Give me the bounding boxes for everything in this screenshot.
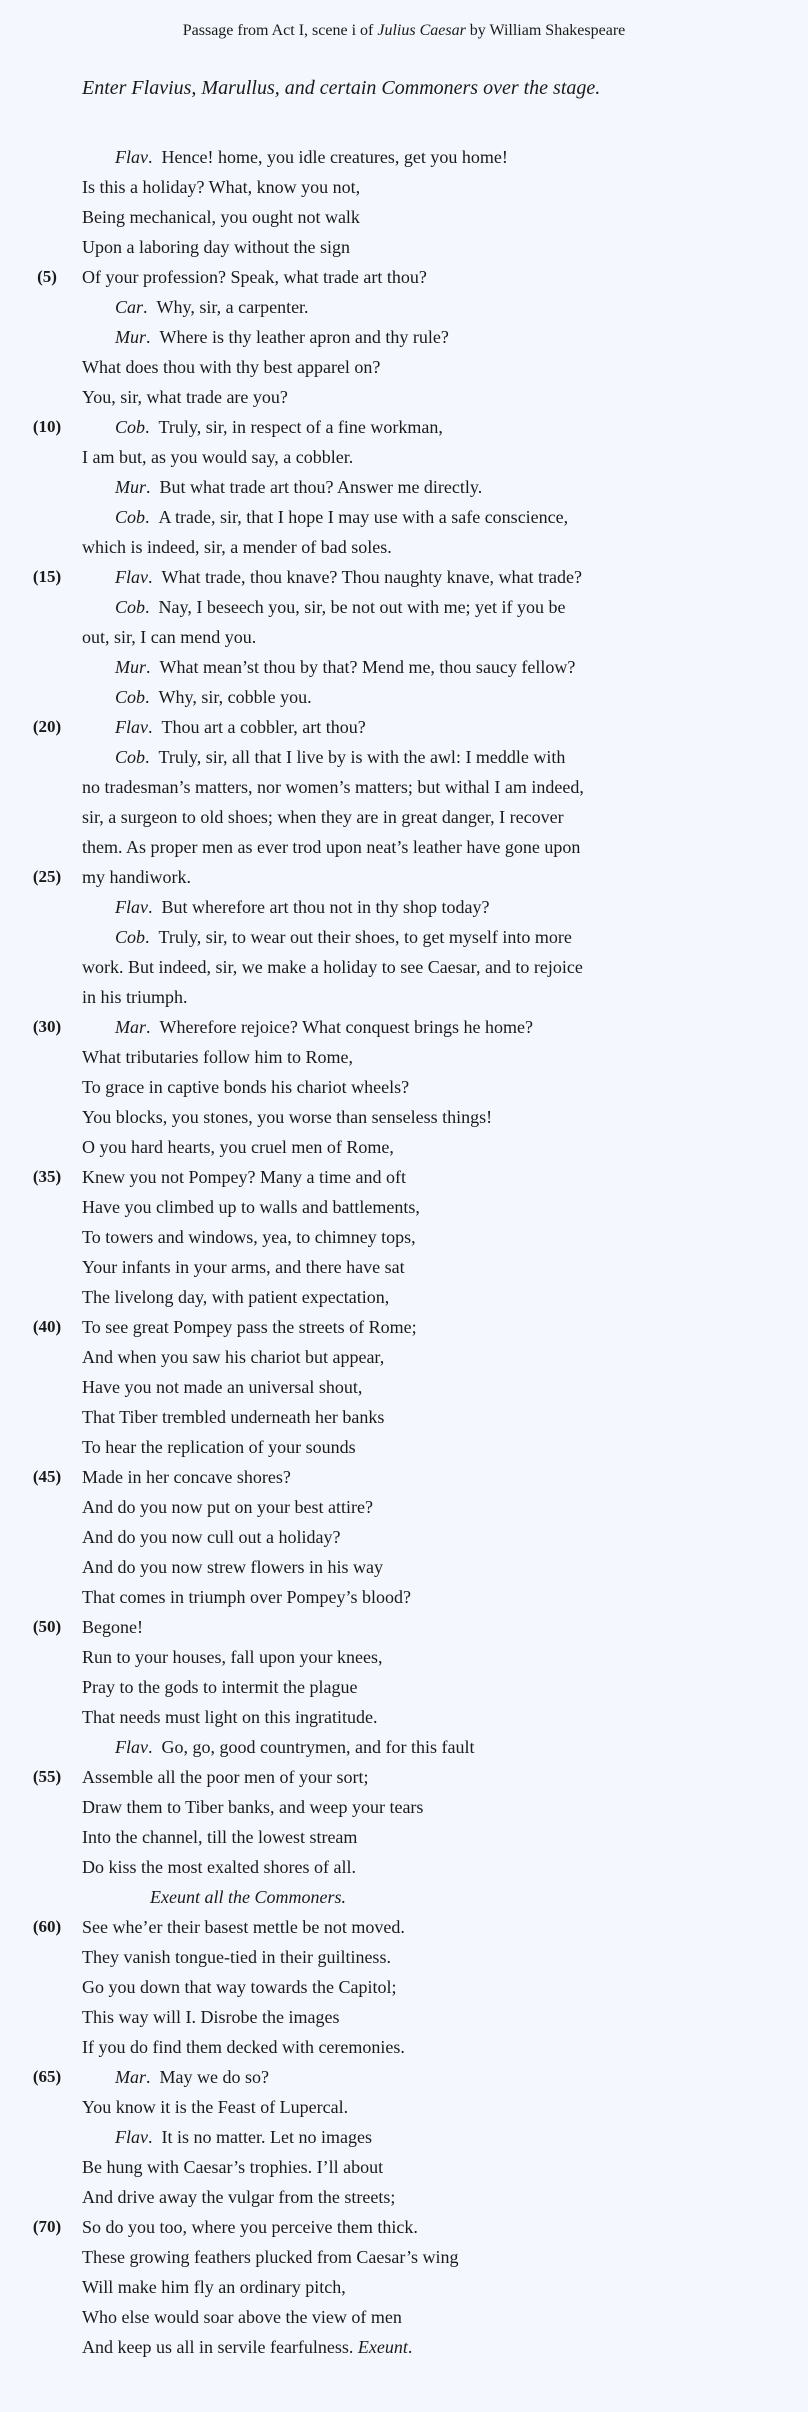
verse-line: [0, 622, 808, 652]
line-text: [82, 532, 392, 562]
line-number: (60): [32, 1917, 62, 1936]
speech-line: [0, 592, 808, 622]
verse-line: [0, 1432, 808, 1462]
line-text: [82, 1072, 409, 1102]
speech-line: [0, 472, 808, 502]
opening-stage-direction: Enter Flavius, Marullus, and certain Commoners over the stage.: [82, 77, 601, 99]
speaker-name: Cob: [115, 417, 146, 437]
line-body: To hear the replication of your sounds: [82, 1437, 356, 1457]
line-text: [82, 622, 256, 652]
speech-line: [0, 2122, 808, 2152]
verse-line: [0, 1102, 808, 1132]
verse-line: [0, 1912, 808, 1942]
line-text: [82, 1972, 396, 2002]
line-body: That needs must light on this ingratitude.: [82, 1707, 378, 1727]
verse-line: [0, 2092, 808, 2122]
line-text: [82, 1132, 394, 1162]
verse-line: [0, 1402, 808, 1432]
verse-line: [0, 1942, 808, 1972]
speaker-name: Cob: [115, 747, 146, 767]
line-body: Why, sir, cobble you.: [158, 687, 312, 707]
line-body: What trade, thou knave? Thou naughty knave, what trade?: [161, 567, 583, 587]
line-body: Why, sir, a carpenter.: [156, 297, 309, 317]
line-body: May we do so?: [159, 2067, 269, 2087]
line-body: Wherefore rejoice? What conquest brings he home?: [159, 1017, 533, 1037]
line-body: in his triumph.: [82, 987, 188, 1007]
exit-direction: Exeunt: [357, 2337, 408, 2357]
verse-line: [0, 982, 808, 1012]
line-text: Cob. A trade, sir, that I hope I may use with a safe conscience,: [115, 507, 569, 527]
speech-line: [0, 1012, 808, 1042]
verse-line: [0, 382, 808, 412]
line-text: Car. Why, sir, a carpenter.: [115, 297, 309, 317]
line-text: Flav. Thou art a cobbler, art thou?: [115, 717, 366, 737]
verse-line: [0, 1702, 808, 1732]
line-text: Flav. But wherefore art thou not in thy shop today?: [115, 897, 490, 917]
line-body: If you do find them decked with ceremonies.: [82, 2037, 405, 2057]
speaker-name: Cob: [115, 597, 146, 617]
line-body: The livelong day, with patient expectation,: [82, 1287, 390, 1307]
line-body: They vanish tongue-tied in their guiltiness.: [82, 1947, 391, 1967]
line-text: [82, 1342, 384, 1372]
line-text: [82, 1492, 373, 1522]
line-number: (55): [32, 1767, 62, 1786]
line-text: [82, 2002, 339, 2032]
line-body: no tradesman’s matters, nor women’s matters; but withal I am indeed,: [82, 777, 584, 797]
verse-line: [0, 1042, 808, 1072]
line-text: Mur. Where is thy leather apron and thy rule?: [115, 327, 449, 347]
speaker-name: Mur: [115, 327, 146, 347]
line-text: Flav. What trade, thou knave? Thou naughty knave, what trade?: [115, 567, 583, 587]
line-body: Of your profession? Speak, what trade art thou?: [82, 267, 427, 287]
line-text: [82, 232, 350, 262]
verse-line: [0, 1552, 808, 1582]
line-text: [82, 1462, 291, 1492]
line-text: Flav. It is no matter. Let no images: [115, 2127, 372, 2147]
verse-line: [0, 202, 808, 232]
verse-line: [0, 1372, 808, 1402]
speaker-name: Mar: [115, 2067, 146, 2087]
speaker-name: Cob: [115, 927, 146, 947]
line-body: You blocks, you stones, you worse than senseless things!: [82, 1107, 493, 1127]
line-text: [82, 1282, 389, 1312]
line-text: [82, 772, 584, 802]
line-text: [82, 1642, 382, 1672]
speech-line: [0, 682, 808, 712]
line-body: So do you too, where you perceive them thick.: [82, 2217, 418, 2237]
direction-text: Exeunt all the Commoners.: [150, 1887, 346, 1907]
verse-line: [0, 1642, 808, 1672]
speaker-name: Flav: [115, 717, 148, 737]
line-number: (25): [32, 867, 62, 886]
line-body: which is indeed, sir, a mender of bad soles.: [82, 537, 392, 557]
line-text: [82, 1162, 406, 1192]
title-suffix: by William Shakespeare: [465, 22, 626, 39]
line-body: work. But indeed, sir, we make a holiday to see Caesar, and to rejoice: [82, 957, 583, 977]
line-text: [82, 1192, 420, 1222]
verse-line: [0, 2032, 808, 2062]
line-body: A trade, sir, that I hope I may use with a safe conscience,: [158, 507, 569, 527]
line-body: out, sir, I can mend you.: [82, 627, 257, 647]
line-body: Made in her concave shores?: [82, 1467, 291, 1487]
verse-line: [0, 1762, 808, 1792]
verse-line: [0, 802, 808, 832]
speaker-name: Flav: [115, 1737, 148, 1757]
verse-line: [0, 1312, 808, 1342]
verse-line: [0, 1492, 808, 1522]
line-number: (40): [32, 1317, 62, 1336]
verse-line: [0, 442, 808, 472]
speech-line: [0, 142, 808, 172]
line-text: [82, 1762, 368, 1792]
speaker-name: Flav: [115, 567, 148, 587]
line-body: I am but, as you would say, a cobbler.: [82, 447, 354, 467]
line-text: Flav. Go, go, good countrymen, and for this fault: [115, 1737, 475, 1757]
line-text: [82, 1312, 417, 1342]
line-text: [82, 1912, 405, 1942]
verse-line: [0, 2212, 808, 2242]
verse-line: [0, 772, 808, 802]
line-body: Your infants in your arms, and there have sat: [82, 1257, 405, 1277]
line-number: (50): [32, 1617, 62, 1636]
speech-line: [0, 892, 808, 922]
line-body: Go you down that way towards the Capitol;: [82, 1977, 397, 1997]
line-body: To grace in captive bonds his chariot wheels?: [82, 1077, 410, 1097]
verse-line: [0, 2272, 808, 2302]
line-body: Is this a holiday? What, know you not,: [82, 177, 361, 197]
line-body: You, sir, what trade are you?: [82, 387, 288, 407]
line-body: Where is thy leather apron and thy rule?: [159, 327, 449, 347]
line-text: [82, 862, 191, 892]
line-text: [82, 832, 580, 862]
verse-line: [0, 1672, 808, 1702]
line-body: sir, a surgeon to old shoes; when they are in great danger, I recover: [82, 807, 564, 827]
speaker-name: Mur: [115, 657, 146, 677]
line-body: Have you climbed up to walls and battlements,: [82, 1197, 420, 1217]
line-text: [82, 1102, 492, 1132]
verse-line: [0, 1972, 808, 2002]
verse-line: [0, 2002, 808, 2032]
line-body: That Tiber trembled underneath her banks: [82, 1407, 385, 1427]
speaker-name: Cob: [115, 687, 146, 707]
line-body: You know it is the Feast of Lupercal.: [82, 2097, 349, 2117]
line-body: And keep us all in servile fearfulness.: [82, 2337, 354, 2357]
speech-line: [0, 922, 808, 952]
line-text: [82, 172, 360, 202]
page-title: [0, 22, 808, 40]
line-body: Knew you not Pompey? Many a time and oft: [82, 1167, 406, 1187]
verse-line: [0, 532, 808, 562]
line-text: [82, 382, 288, 412]
verse-line: [0, 1462, 808, 1492]
line-body: And do you now put on your best attire?: [82, 1497, 373, 1517]
verse-line: [0, 1162, 808, 1192]
line-text: [150, 1882, 346, 1912]
line-text: [82, 952, 583, 982]
verse-line: [0, 2302, 808, 2332]
line-body: my handiwork.: [82, 867, 191, 887]
verse-line: [0, 262, 808, 292]
line-body: And do you now strew flowers in his way: [82, 1557, 383, 1577]
line-text: [82, 1522, 340, 1552]
title-work: Julius Caesar: [377, 22, 466, 39]
speech-line: [0, 1732, 808, 1762]
verse-line: [0, 172, 808, 202]
speaker-name: Mur: [115, 477, 146, 497]
speech-line: [0, 2062, 808, 2092]
verse-line: [0, 1792, 808, 1822]
line-body: Run to your houses, fall upon your knees,: [82, 1647, 383, 1667]
speech-line: [0, 502, 808, 532]
line-body: And drive away the vulgar from the streets;: [82, 2187, 396, 2207]
line-text: [82, 2302, 402, 2332]
stage-direction: [0, 1882, 808, 1912]
line-number: (20): [32, 717, 62, 736]
verse-line: [0, 1342, 808, 1372]
verse-line: [0, 1072, 808, 1102]
line-text: [82, 1792, 423, 1822]
line-body: That comes in triumph over Pompey’s blood?: [82, 1587, 411, 1607]
verse-line: [0, 1132, 808, 1162]
line-text: [82, 2182, 395, 2212]
speech-line: [0, 562, 808, 592]
line-number: (70): [32, 2217, 62, 2236]
verse-line: [0, 232, 808, 262]
verse-line: [0, 1282, 808, 1312]
line-number: (45): [32, 1467, 62, 1486]
line-body: Thou art a cobbler, art thou?: [161, 717, 366, 737]
line-text: [82, 1252, 405, 1282]
line-body: These growing feathers plucked from Caesar’s wing: [82, 2247, 459, 2267]
line-body: What mean’st thou by that? Mend me, thou saucy fellow?: [159, 657, 576, 677]
speech-line: [0, 412, 808, 442]
line-text: Cob. Nay, I beseech you, sir, be not out with me; yet if you be: [115, 597, 566, 617]
line-body: Go, go, good countrymen, and for this fault: [161, 1737, 475, 1757]
verse-line: [0, 832, 808, 862]
line-body: O you hard hearts, you cruel men of Rome,: [82, 1137, 394, 1157]
line-text: Cob. Truly, sir, to wear out their shoes, to get myself into more: [115, 927, 572, 947]
play-text: [0, 142, 808, 2362]
line-text: Cob. Truly, sir, in respect of a fine workman,: [115, 417, 443, 437]
speech-line: [0, 322, 808, 352]
line-number: (30): [32, 1017, 62, 1036]
speaker-name: Mar: [115, 1017, 146, 1037]
verse-line: [0, 1822, 808, 1852]
line-body: Who else would soar above the view of men: [82, 2307, 402, 2327]
line-text: Mar. May we do so?: [115, 2067, 269, 2087]
line-body: Draw them to Tiber banks, and weep your tears: [82, 1797, 424, 1817]
line-body: What does thou with thy best apparel on?: [82, 357, 381, 377]
speech-line: [0, 292, 808, 322]
line-text: [82, 1552, 383, 1582]
verse-line: [0, 1192, 808, 1222]
line-text: Cob. Why, sir, cobble you.: [115, 687, 312, 707]
line-text: Flav. Hence! home, you idle creatures, get you home!: [115, 147, 508, 167]
line-text: [82, 1612, 143, 1642]
line-text: [82, 2152, 383, 2182]
line-text: [82, 1222, 416, 1252]
line-text: [82, 1942, 391, 1972]
line-text: [82, 1672, 357, 1702]
line-text: [82, 1852, 356, 1882]
line-body: To towers and windows, yea, to chimney tops,: [82, 1227, 416, 1247]
verse-line: [0, 952, 808, 982]
line-body: Into the channel, till the lowest stream: [82, 1827, 358, 1847]
line-number: (65): [32, 2067, 62, 2086]
line-text: [82, 982, 188, 1012]
line-text: [82, 352, 380, 382]
line-body: But what trade art thou? Answer me directly.: [159, 477, 483, 497]
line-text: [82, 1822, 357, 1852]
line-body: Truly, sir, to wear out their shoes, to get myself into more: [158, 927, 572, 947]
line-text: Cob. Truly, sir, all that I live by is with the awl: I meddle with: [115, 747, 566, 767]
speaker-name: Cob: [115, 507, 146, 527]
line-number: (10): [32, 417, 62, 436]
speaker-name: Flav: [115, 897, 148, 917]
verse-line: [0, 2332, 808, 2362]
line-body: What tributaries follow him to Rome,: [82, 1047, 353, 1067]
line-body: To see great Pompey pass the streets of Rome;: [82, 1317, 417, 1337]
line-body: Do kiss the most exalted shores of all.: [82, 1857, 356, 1877]
line-text: [82, 1402, 384, 1432]
line-body: Assemble all the poor men of your sort;: [82, 1767, 369, 1787]
verse-line: [0, 1522, 808, 1552]
verse-line: [0, 1222, 808, 1252]
line-text: [82, 2242, 459, 2272]
line-body: Will make him fly an ordinary pitch,: [82, 2277, 346, 2297]
speech-line: [0, 742, 808, 772]
line-body: This way will I. Disrobe the images: [82, 2007, 340, 2027]
line-text: [82, 2032, 405, 2062]
line-text: [82, 802, 564, 832]
line-body: Nay, I beseech you, sir, be not out with me; yet if you be: [158, 597, 566, 617]
speech-line: [0, 712, 808, 742]
line-body: them. As proper men as ever trod upon neat’s leather have gone upon: [82, 837, 581, 857]
verse-line: [0, 2242, 808, 2272]
line-text: [82, 1372, 362, 1402]
line-body: It is no matter. Let no images: [161, 2127, 372, 2147]
line-text: [82, 2092, 348, 2122]
line-body: Begone!: [82, 1617, 143, 1637]
verse-line: [0, 2182, 808, 2212]
line-body: See whe’er their basest mettle be not moved.: [82, 1917, 405, 1937]
verse-line: [0, 862, 808, 892]
line-text: Mur. But what trade art thou? Answer me directly.: [115, 477, 483, 497]
line-body: Truly, sir, in respect of a fine workman,: [158, 417, 443, 437]
verse-line: [0, 1252, 808, 1282]
line-text: Mar. Wherefore rejoice? What conquest brings he home?: [115, 1017, 533, 1037]
verse-line: [0, 1852, 808, 1882]
line-body: Pray to the gods to intermit the plague: [82, 1677, 358, 1697]
line-text: [82, 1702, 377, 1732]
line-body: Truly, sir, all that I live by is with the awl: I meddle with: [158, 747, 566, 767]
line-body: And do you now cull out a holiday?: [82, 1527, 341, 1547]
line-text: [82, 442, 353, 472]
line-body: Being mechanical, you ought not walk: [82, 207, 360, 227]
verse-line: [0, 352, 808, 382]
line-text: [82, 1432, 356, 1462]
speaker-name: Car: [115, 297, 144, 317]
speaker-name: Flav: [115, 147, 148, 167]
line-text: [82, 2212, 418, 2242]
line-number: (5): [37, 267, 57, 286]
line-text: [82, 1042, 353, 1072]
verse-line: [0, 1612, 808, 1642]
line-text: [82, 2272, 346, 2302]
line-text: [82, 202, 360, 232]
speaker-name: Flav: [115, 2127, 148, 2147]
line-text: [82, 1582, 411, 1612]
line-body: Upon a laboring day without the sign: [82, 237, 350, 257]
line-body: And when you saw his chariot but appear,: [82, 1347, 385, 1367]
line-text: Mur. What mean’st thou by that? Mend me, thou saucy fellow?: [115, 657, 576, 677]
line-body: But wherefore art thou not in thy shop today?: [161, 897, 490, 917]
line-number: (35): [32, 1167, 62, 1186]
line-number: (15): [32, 567, 62, 586]
verse-line: [0, 1582, 808, 1612]
line-text: [82, 262, 427, 292]
line-body: Have you not made an universal shout,: [82, 1377, 363, 1397]
line-text: And keep us all in servile fearfulness. Exeunt.: [82, 2337, 413, 2357]
line-body: Be hung with Caesar’s trophies. I’ll about: [82, 2157, 384, 2177]
verse-line: [0, 2152, 808, 2182]
title-prefix: Passage from Act I, scene i of: [182, 22, 378, 39]
line-body: Hence! home, you idle creatures, get you home!: [161, 147, 508, 167]
speech-line: [0, 652, 808, 682]
